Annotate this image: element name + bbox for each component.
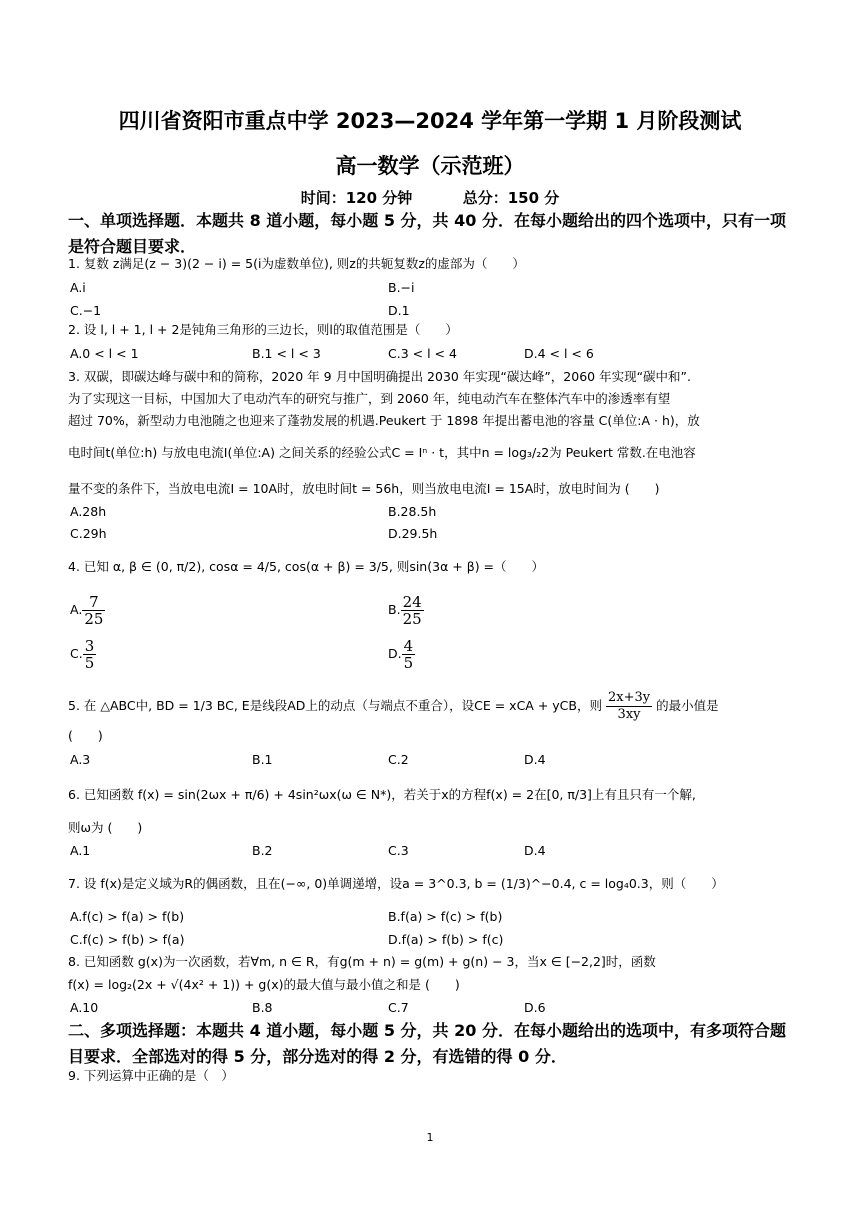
q3-option-d: D.29.5h (388, 526, 438, 541)
q6-option-c: C.3 (388, 843, 409, 858)
q2-option-a: A.0 < l < 1 (70, 346, 139, 361)
section-2-heading: 二、多项选择题：本题共 4 道小题，每小题 5 分，共 20 分．在每小题给出的选项中，有多项符合题目要求．全部选对的得 5 分，部分选对的得 2 分，有选错的得 0 分． (68, 1021, 786, 1066)
exam-title: 四川省资阳市重点中学 2023—2024 学年第一学期 1 月阶段测试 (118, 109, 742, 133)
q5-stem-tail: 的最小值是 (656, 698, 719, 713)
q4-option-a-fraction (82, 594, 105, 627)
q4-option-b (388, 594, 424, 627)
q7-option-d: D.f(a) > f(b) > f(c) (388, 932, 504, 947)
q3-line-4: 电时间t(单位:h) 与放电电流I(单位:A) 之间关系的经验公式C = Iⁿ · t，其中n = log₃/₂2为 Peukert 常数.在电池容 (68, 445, 696, 460)
q4-option-a-numerator: 7 (82, 594, 105, 611)
q1-option-a: A.i (70, 280, 86, 295)
q4-option-a-denominator: 25 (84, 610, 104, 628)
q4-option-b-denominator: 25 (402, 610, 422, 628)
q8-stem: 8. 已知函数 g(x)为一次函数，若∀m, n ∈ R，有g(m + n) = g(m) + g(n) − 3，当x ∈ [−2,2]时，函数 (68, 954, 656, 969)
q3-option-a: A.28h (70, 504, 107, 519)
q4-option-a (70, 594, 105, 627)
q8-option-c: C.7 (388, 1000, 409, 1015)
q3-option-c: C.29h (70, 526, 107, 541)
q4-option-c-denominator: 5 (84, 654, 95, 672)
q6-option-d: D.4 (524, 843, 546, 858)
q8-option-d: D.6 (524, 1000, 546, 1015)
q3-line-1: 3. 双碳，即碳达峰与碳中和的简称，2020 年 9 月中国明确提出 2030 年实现“碳达峰”，2060 年实现“碳中和”. (68, 369, 692, 384)
q5-paren: ( ) (68, 728, 103, 743)
q5-stem (68, 690, 719, 723)
q6-option-b: B.2 (252, 843, 273, 858)
q4-stem: 4. 已知 α, β ∈ (0, π/2), cosα = 4/5, cos(α + β) = 3/5, 则sin(3α + β) =（ ） (68, 559, 545, 574)
q3-option-b: B.28.5h (388, 504, 437, 519)
q1-option-d: D.1 (388, 303, 410, 318)
q4-option-c-numerator: 3 (84, 637, 95, 655)
q4-option-b-numerator: 24 (402, 593, 422, 611)
q8-option-b: B.8 (252, 1000, 273, 1015)
exam-time: 时间：120 分钟 (300, 189, 413, 207)
q7-option-c: C.f(c) > f(b) > f(a) (70, 932, 185, 947)
q8-option-a: A.10 (70, 1000, 99, 1015)
q4-option-b-label: B. (388, 602, 401, 617)
section-1-heading: 一、单项选择题．本题共 8 道小题，每小题 5 分，共 40 分．在每小题给出的四个选项中，只有一项是符合题目要求． (68, 211, 786, 256)
q4-option-d-numerator: 4 (403, 637, 414, 655)
q2-option-c: C.3 < l < 4 (388, 346, 457, 361)
q4-option-d-label: D. (388, 646, 402, 661)
q6-stem: 6. 已知函数 f(x) = sin(2ωx + π/6) + 4sin²ωx(ω ∈ N*)，若关于x的方程f(x) = 2在[0, π/3]上有且只有一个解, (68, 787, 696, 802)
exam-meta (0, 187, 860, 208)
q5-option-d: D.4 (524, 752, 546, 767)
q3-line-2: 为了实现这一目标，中国加大了电动汽车的研究与推广，到 2060 年，纯电动汽车在整体汽车中的渗透率有望 (68, 391, 671, 406)
q4-option-c (70, 638, 96, 671)
q3-line-5: 量不变的条件下，当放电电流I = 10A时，放电时间t = 56h，则当放电电流I = 15A时，放电时间为 ( ) (68, 481, 660, 496)
q5-fraction-denominator: 3xy (617, 707, 641, 722)
exam-subtitle: 高一数学（示范班） (335, 154, 525, 178)
q5-fraction-numerator: 2x+3y (607, 690, 651, 705)
q7-option-a: A.f(c) > f(a) > f(b) (70, 909, 185, 924)
q5-option-a: A.3 (70, 752, 91, 767)
q6-option-a: A.1 (70, 843, 91, 858)
q5-fraction (606, 690, 652, 723)
q5-option-b: B.1 (252, 752, 273, 767)
q4-option-d-denominator: 5 (403, 654, 414, 672)
q6-stem-2: 则ω为 ( ) (68, 820, 143, 835)
q4-option-c-label: C. (70, 646, 83, 661)
q4-option-d-fraction (402, 638, 416, 671)
q7-option-b: B.f(a) > f(c) > f(b) (388, 909, 503, 924)
q5-stem-text: 5. 在 △ABC中, BD = 1/3 BC, E是线段AD上的动点（与端点不重合），设CE = xCA + yCB，则 (68, 698, 602, 713)
q4-option-a-label: A. (70, 602, 83, 617)
q2-option-d: D.4 < l < 6 (524, 346, 594, 361)
q4-option-d (388, 638, 415, 671)
q2-stem: 2. 设 l, l + 1, l + 2是钝角三角形的三边长，则l的取值范围是（ ） (68, 322, 458, 337)
q4-option-c-fraction (83, 638, 97, 671)
exam-score: 总分：150 分 (462, 189, 560, 207)
q1-option-b: B.−i (388, 280, 415, 295)
q3-line-3: 超过 70%，新型动力电池随之也迎来了蓬勃发展的机遇.Peukert 于 1898 年提出蓄电池的容量 C(单位:A · h)，放 (68, 413, 700, 428)
q5-option-c: C.2 (388, 752, 409, 767)
q8-stem-2: f(x) = log₂(2x + √(4x² + 1)) + g(x)的最大值与最小值之和是 ( ) (68, 977, 460, 992)
q9-stem: 9. 下列运算中正确的是（ ） (68, 1068, 234, 1083)
page-number: 1 (426, 1131, 434, 1144)
q1-option-c: C.−1 (70, 303, 102, 318)
q7-stem: 7. 设 f(x)是定义域为R的偶函数，且在(−∞, 0)单调递增，设a = 3^0.3, b = (1/3)^−0.4, c = log₄0.3，则（ ） (68, 876, 724, 891)
q1-stem: 1. 复数 z满足(z − 3)(2 − i) = 5(i为虚数单位), 则z的共轭复数z的虚部为（ ） (68, 256, 525, 271)
q4-option-b-fraction (401, 594, 424, 627)
q2-option-b: B.1 < l < 3 (252, 346, 321, 361)
